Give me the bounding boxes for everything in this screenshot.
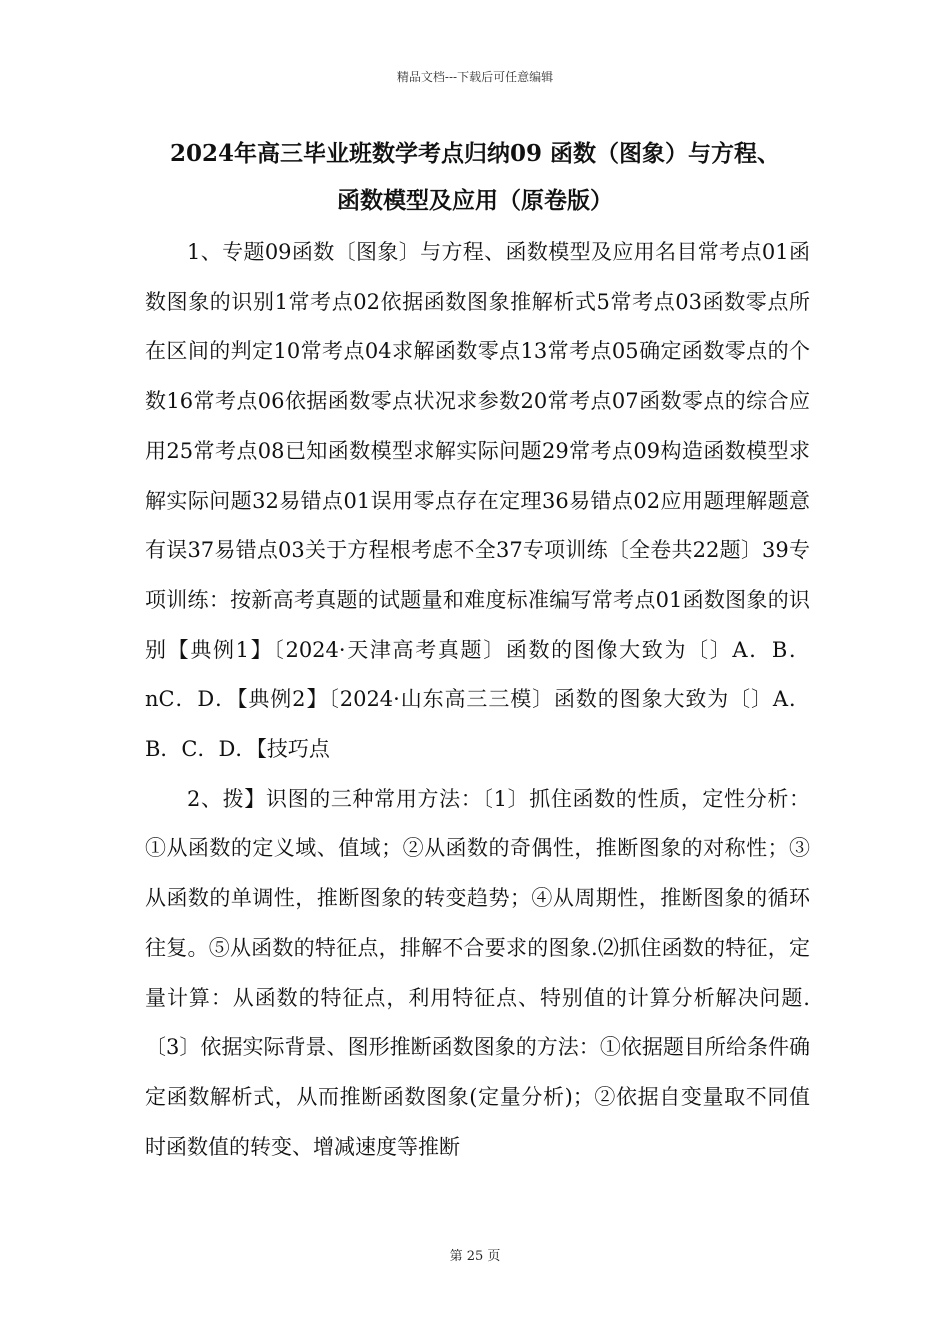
title-line-2: 函数模型及应用（原卷版） <box>337 187 613 214</box>
page-header: 精品文档---下载后可任意编辑 <box>396 70 554 84</box>
page-number: 第 25 页 <box>449 1249 501 1264</box>
document-body <box>145 228 810 1172</box>
paragraph-2: 2、拨】识图的三种常用方法：〔1〕抓住函数的性质，定性分析：①从函数的定义域、值域；②从函数的奇偶性，推断图象的对称性；③从函数的单调性，推断图象的转变趋势；④从周期性，推断图象的循环往复。⑤从函数的特征点，排解不合要求的图象.⑵抓住函数的特征，定量计算：从函数的特征点，利用特征点、特别值的计算分析解决问题. 〔3〕依据实际背景、图形推断函数图象的方法：①依据题目所给条件确定函数解析式，从而推断函数图象(定量分析)；②依据自变量取不同值时函数值的转变、增减速度等推断 <box>145 786 810 1159</box>
title-line-1: 2024年高三毕业班数学考点归纳09 函数（图象）与方程、 <box>169 140 781 167</box>
document-title <box>100 130 850 224</box>
paragraph-1: 1、专题09函数〔图象〕与方程、函数模型及应用名目常考点01函数图象的识别1常考点02依据函数图象推解析式5常考点03函数零点所在区间的判定10常考点04求解函数零点13常考点05确定函数零点的个数16常考点06依据函数零点状况求参数20常考点07函数零点的综合应用25常考点08已知函数模型求解实际问题29常考点09构造函数模型求解实际问题32易错点01误用零点存在定理36易错点02应用题理解题意有误37易错点03关于方程根考虑不全37专项训练〔全卷共22题〕39专项训练：按新高考真题的试题量和难度标准编写常考点01函数图象的识别【典例1】〔2024·天津高考真题〕函数的图像大致为〔〕A．B．nC．D．【典例2】〔2024·山东高三三模〕函数的图象大致为〔〕A．B．C．D．【技巧点 <box>145 240 810 762</box>
